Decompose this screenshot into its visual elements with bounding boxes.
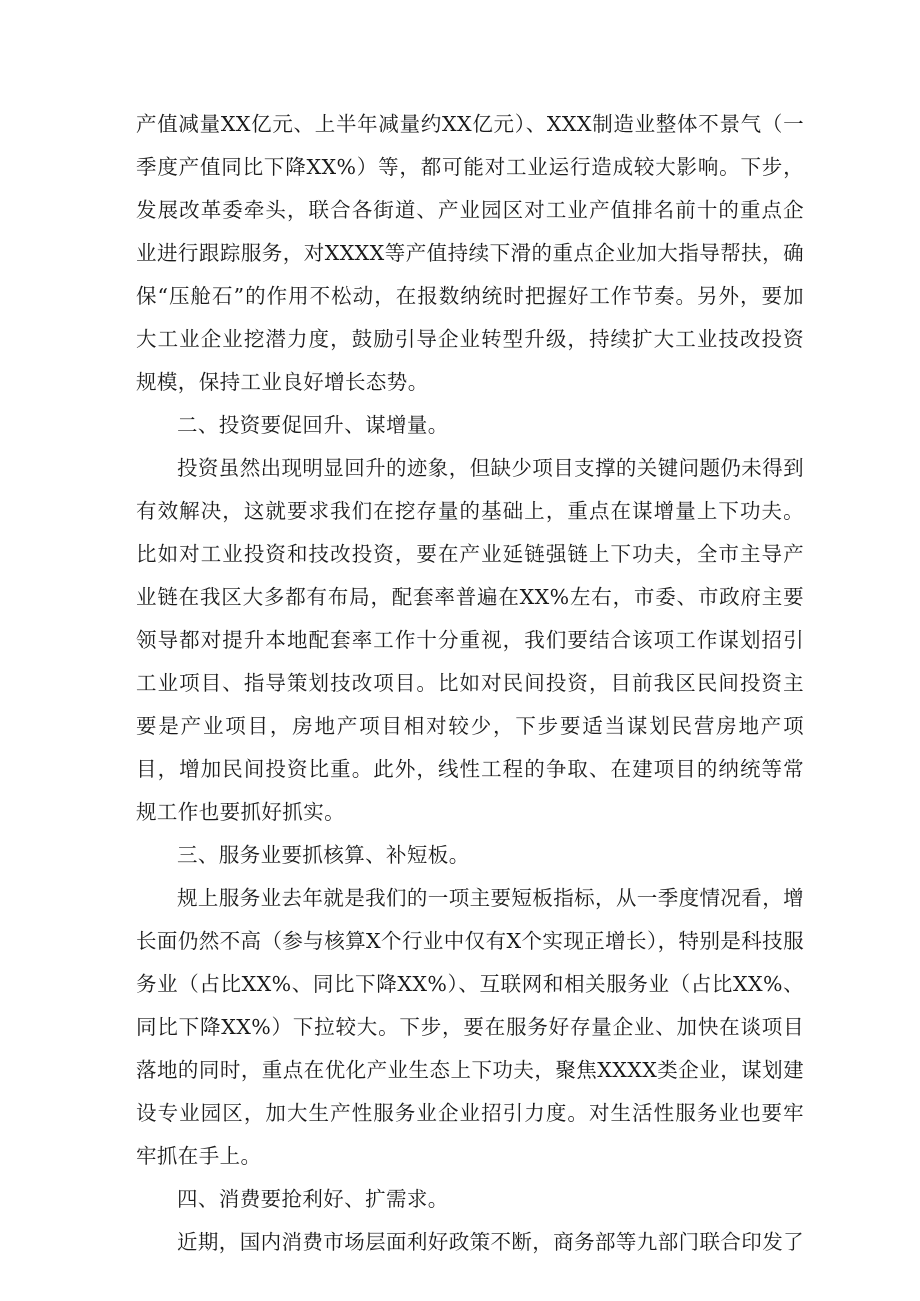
- document-body: [136, 103, 804, 1264]
- section-heading-services: 三、服务业要抓核算、补短板。: [177, 843, 470, 867]
- section-heading-consumption: 四、消费要抢利好、扩需求。: [177, 1187, 449, 1211]
- section-heading-investment: 二、投资要促回升、谋增量。: [177, 413, 449, 437]
- paragraph-investment: 投资虽然出现明显回升的迹象，但缺少项目支撑的关键问题仍未得到有效解决，这就要求我们在挖存量的基础上，重点在谋增量上下功夫。比如对工业投资和技改投资，要在产业延链强链上下功夫，全市主导产业链在我区大多都有布局，配套率普遍在XX%左右，市委、市政府主要领导都对提升本地配套率工作十分重视，我们要结合该项工作谋划招引工业项目、指导策划技改项目。比如对民间投资，目前我区民间投资主要是产业项目，房地产项目相对较少，下步要适当谋划民营房地产项目，增加民间投资比重。此外，线性工程的争取、在建项目的纳统等常规工作也要抓好抓实。: [136, 456, 804, 824]
- paragraph-services: 规上服务业去年就是我们的一项主要短板指标，从一季度情况看，增长面仍然不高（参与核算X个行业中仅有X个实现正增长），特别是科技服务业（占比XX%、同比下降XX%）、互联网和相关服务业（占比XX%、同比下降XX%）下拉较大。下步，要在服务好存量企业、加快在谈项目落地的同时，重点在优化产业生态上下功夫，聚焦XXXX类企业，谋划建设专业园区，加大生产性服务业企业招引力度。对生活性服务业也要牢牢抓在手上。: [136, 886, 804, 1168]
- paragraph-consumption: 近期，国内消费市场层面利好政策不断，商务部等九部门联合印发了: [177, 1230, 804, 1254]
- paragraph-industry-continued: 产值减量XX亿元、上半年减量约XX亿元）、XXX制造业整体不景气（一季度产值同比下降XX%）等，都可能对工业运行造成较大影响。下步，发展改革委牵头，联合各街道、产业园区对工业产值排名前十的重点企业进行跟踪服务，对XXXX等产值持续下滑的重点企业加大指导帮扶，确保“压舱石”的作用不松动，在报数纳统时把握好工作节奏。另外，要加大工业企业挖潜力度，鼓励引导企业转型升级，持续扩大工业技改投资规模，保持工业良好增长态势。: [136, 112, 804, 394]
